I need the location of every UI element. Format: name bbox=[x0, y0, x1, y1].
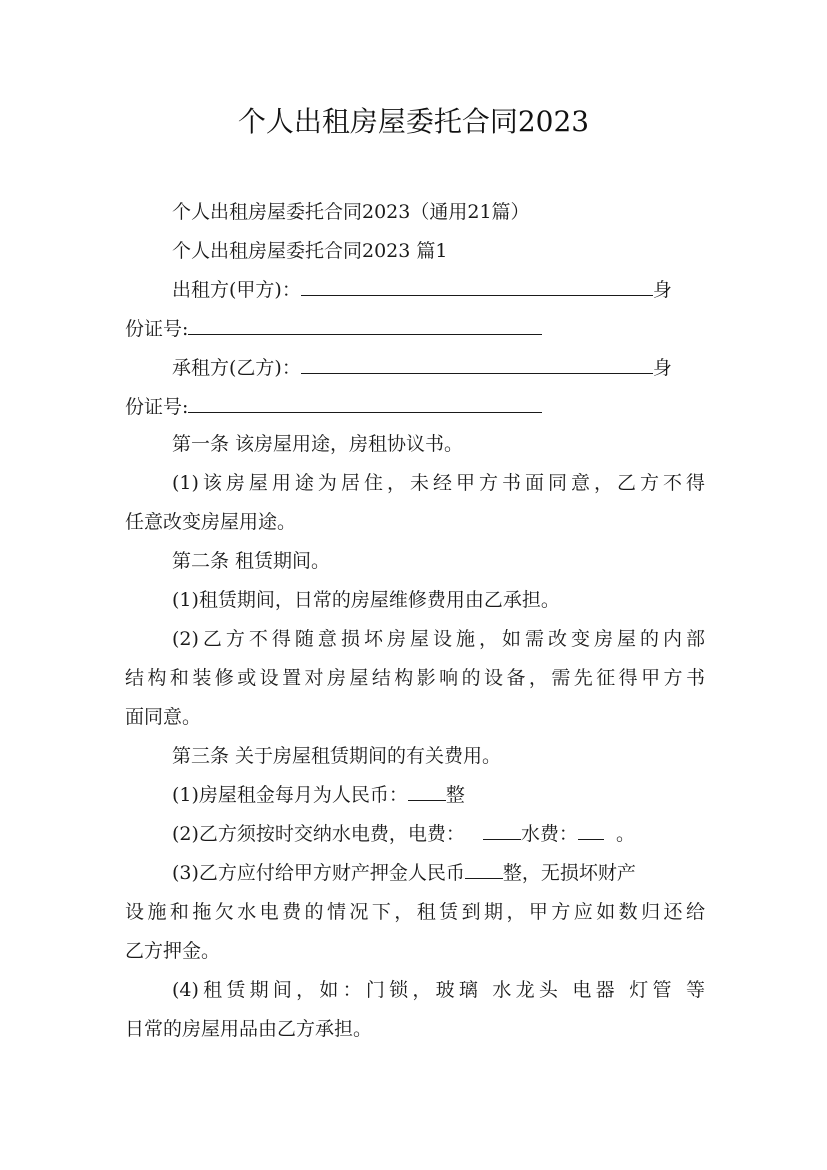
lessee-line bbox=[172, 355, 705, 381]
lessor-line bbox=[172, 277, 705, 303]
article-2-heading: 第二条 租赁期间。 bbox=[172, 550, 331, 572]
lessor-id-blank bbox=[188, 316, 542, 335]
lessee-label: 承租方(乙方)： bbox=[172, 357, 301, 379]
article-3-clause-3-cont: 设施和拖欠水电费的情况下，租赁到期，甲方应如数归还给 bbox=[125, 901, 705, 923]
id-label: 份证号: bbox=[125, 318, 189, 340]
id-suffix: 身 bbox=[652, 279, 672, 301]
document-subtitle: 个人出租房屋委托合同2023（通用21篇） bbox=[172, 201, 530, 223]
article-3-heading: 第三条 关于房屋租赁期间的有关费用。 bbox=[172, 745, 502, 767]
article-2-clause-1: (1)租赁期间，日常的房屋维修费用由乙承担。 bbox=[172, 589, 560, 611]
rent-label: (1)房屋租金每月为人民币： bbox=[172, 784, 408, 806]
id-label: 份证号: bbox=[125, 396, 189, 418]
lessor-label: 出租方(甲方)： bbox=[172, 279, 301, 301]
article-3-clause-2 bbox=[172, 821, 705, 847]
document-title: 个人出租房屋委托合同2023 bbox=[237, 105, 590, 138]
water-blank bbox=[578, 821, 604, 840]
rent-suffix: 整 bbox=[445, 784, 465, 806]
rent-amount-blank bbox=[408, 782, 446, 801]
article-2-clause-2-cont: 结构和装修或设置对房屋结构影响的设备，需先征得甲方书 bbox=[125, 667, 705, 689]
clause-end-mark: 。 bbox=[615, 823, 635, 845]
deposit-suffix: 整，无损坏财产 bbox=[502, 862, 636, 884]
deposit-label: (3)乙方应付给甲方财产押金人民币 bbox=[172, 862, 465, 884]
article-3-clause-4: (4)租赁期间，如：门锁，玻璃 水龙头 电器 灯管 等 bbox=[172, 979, 705, 1001]
article-3-clause-3-end: 乙方押金。 bbox=[125, 940, 221, 962]
lessor-id-line bbox=[125, 316, 705, 342]
lessee-id-blank bbox=[188, 394, 542, 413]
article-1-clause-1-cont: 任意改变房屋用途。 bbox=[125, 511, 297, 533]
section-heading: 个人出租房屋委托合同2023 篇1 bbox=[172, 240, 448, 262]
article-1-heading: 第一条 该房屋用途，房租协议书。 bbox=[172, 433, 464, 455]
water-label: 水费： bbox=[520, 823, 578, 845]
article-3-clause-1 bbox=[172, 782, 705, 808]
article-1-clause-1: (1)该房屋用途为居住，未经甲方书面同意，乙方不得 bbox=[172, 472, 705, 494]
article-3-clause-4-cont: 日常的房屋用品由乙方承担。 bbox=[125, 1018, 373, 1040]
article-2-clause-2-end: 面同意。 bbox=[125, 706, 202, 728]
lessee-name-blank bbox=[301, 355, 653, 374]
lessor-name-blank bbox=[301, 277, 653, 296]
lessee-id-line bbox=[125, 394, 705, 420]
electricity-label: (2)乙方须按时交纳水电费，电费： bbox=[172, 823, 465, 845]
id-suffix: 身 bbox=[652, 357, 672, 379]
article-2-clause-2: (2)乙方不得随意损坏房屋设施，如需改变房屋的内部 bbox=[172, 628, 705, 650]
article-3-clause-3 bbox=[172, 860, 705, 886]
electricity-blank bbox=[483, 821, 521, 840]
deposit-blank bbox=[465, 860, 503, 879]
